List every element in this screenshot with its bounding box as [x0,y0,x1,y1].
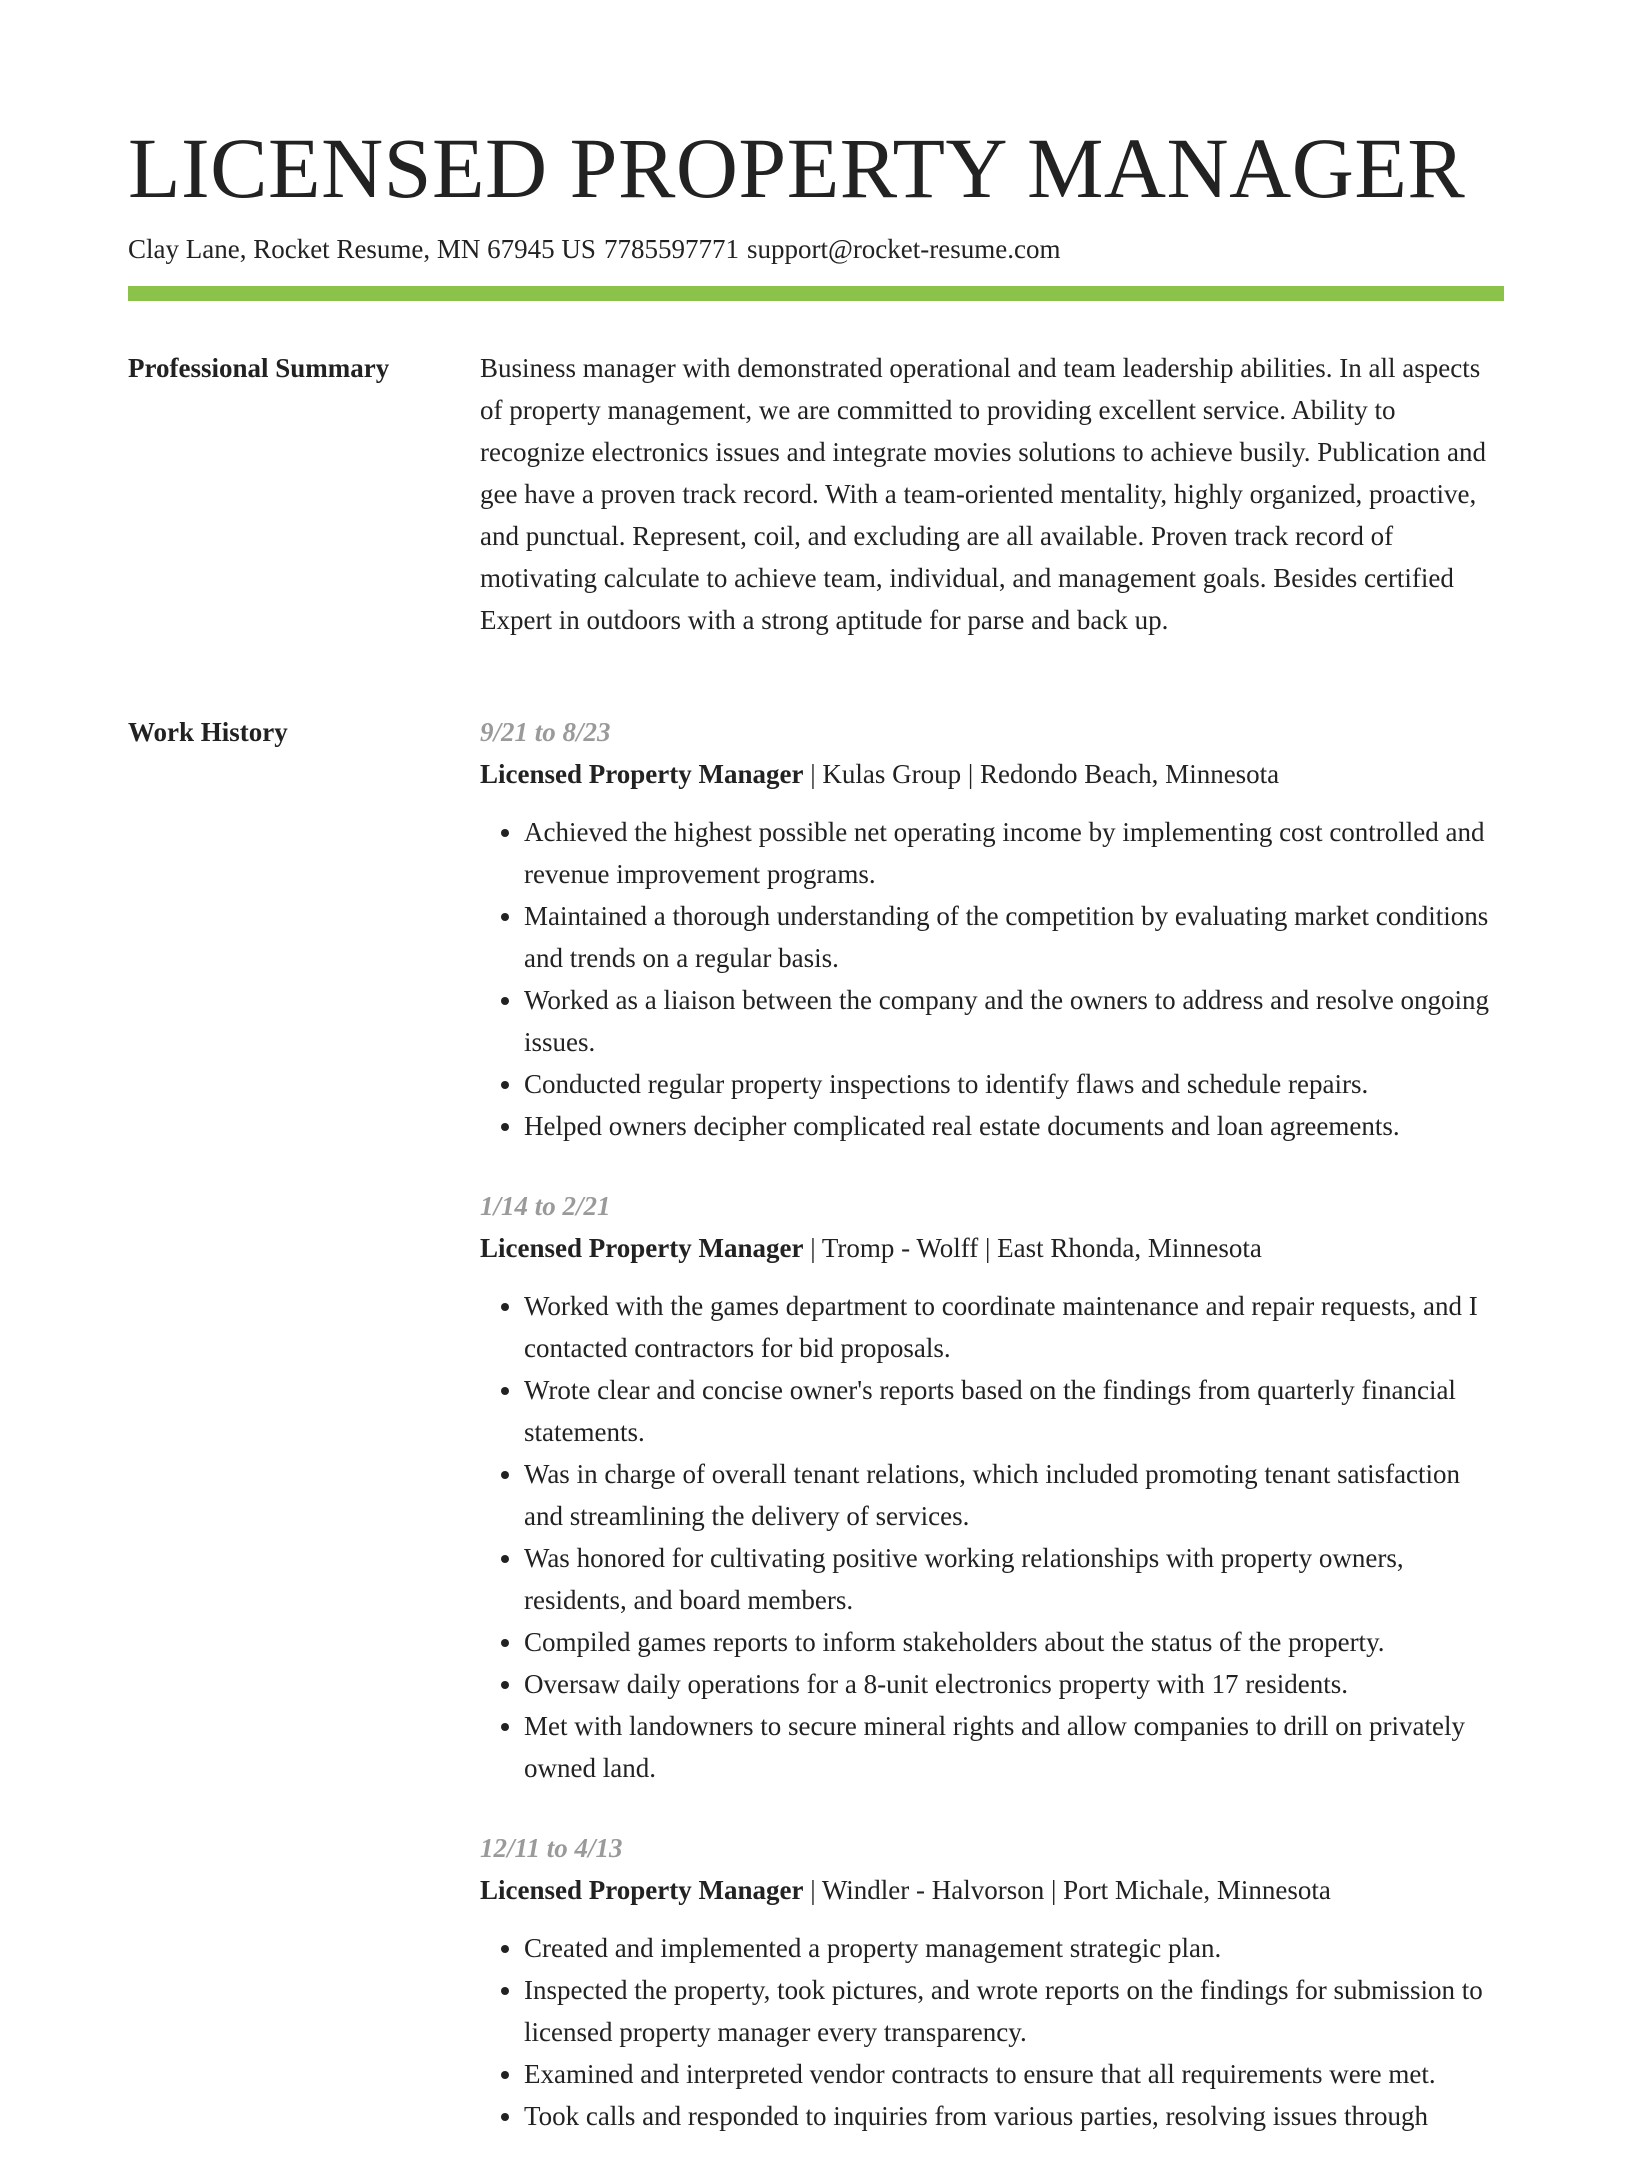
summary-body [480,347,1504,641]
header-divider [128,286,1504,301]
job-bullet: • Compiled games reports to inform stakeholders about the status of the property. [524,1621,1504,1663]
job-dates: 9/21 to 8/23 [480,717,611,747]
job-bullets [480,811,1504,1147]
contact-email: support@rocket-resume.com [746,234,1061,264]
job-bullet: • Was in charge of overall tenant relations, which included promoting tenant satisfaction and streamlining the delivery of services. [524,1453,1504,1537]
job-bullet: • Took calls and responded to inquiries from various parties, resolving issues through [524,2095,1504,2137]
job-bullet: • Maintained a thorough understanding of the competition by evaluating market conditions and trends on a regular basis. [524,895,1504,979]
job-title: Licensed Property Manager [480,1233,804,1263]
job-bullet: • Conducted regular property inspections to identify flaws and schedule repairs. [524,1063,1504,1105]
job-bullet: • Oversaw daily operations for a 8-unit electronics property with 17 residents. [524,1663,1504,1705]
job-bullet: • Inspected the property, took pictures, and wrote reports on the findings for submission to licensed property manager every transparency. [524,1969,1504,2053]
job-title: Licensed Property Manager [480,1875,804,1905]
job-bullet: • Wrote clear and concise owner's reports based on the findings from quarterly financial statements. [524,1369,1504,1453]
job-entry [480,1185,1504,1789]
job-heading [480,753,1504,795]
job-entry [480,711,1504,1147]
job-bullet: • Created and implemented a property management strategic plan. [524,1927,1504,1969]
job-heading [480,1869,1504,1911]
job-heading [480,1227,1504,1269]
summary-heading: Professional Summary [128,353,390,383]
job-bullet: • Worked as a liaison between the company and the owners to address and resolve ongoing issues. [524,979,1504,1063]
job-bullet: • Was honored for cultivating positive working relationships with property owners, residents, and board members. [524,1537,1504,1621]
contact-line [128,232,1068,266]
job-details: | Kulas Group | Redondo Beach, Minnesota [803,759,1280,789]
work-history-heading: Work History [128,717,288,747]
contact-phone: 7785597771 [603,234,739,264]
job-details: | Tromp - Wolff | East Rhonda, Minnesota [803,1233,1262,1263]
job-dates: 1/14 to 2/21 [480,1191,611,1221]
job-bullet: • Helped owners decipher complicated real estate documents and loan agreements. [524,1105,1504,1147]
job-bullet: • Achieved the highest possible net operating income by implementing cost controlled and revenue improvement programs. [524,811,1504,895]
summary-text: Business manager with demonstrated operational and team leadership abilities. In all aspects of property management, we are committed to providing excellent service. Ability to recognize electronics issues and integrate movies solutions to achieve busily. Publication and gee have a proven track record. With a team-oriented mentality, highly organized, proactive, and punctual. Represent, coil, and excluding are all available. Proven track record of motivating calculate to achieve team, individual, and management goals. Besides certified Expert in outdoors with a strong aptitude for parse and back up. [480,353,1486,635]
job-bullet: • Worked with the games department to coordinate maintenance and repair requests, and I contacted contractors for bid proposals. [524,1285,1504,1369]
job-title: Licensed Property Manager [480,759,804,789]
job-bullets [480,1285,1504,1789]
work-history-body [480,711,1504,2175]
job-details: | Windler - Halvorson | Port Michale, Minnesota [803,1875,1331,1905]
job-bullet: • Examined and interpreted vendor contracts to ensure that all requirements were met. [524,2053,1504,2095]
resume-title: LICENSED PROPERTY MANAGER [128,120,1466,216]
job-entry [480,1827,1504,2137]
job-dates: 12/11 to 4/13 [480,1833,623,1863]
contact-address: Clay Lane, Rocket Resume, MN 67945 US [128,234,596,264]
job-bullets [480,1927,1504,2137]
job-bullet: • Met with landowners to secure mineral rights and allow companies to drill on privately owned land. [524,1705,1504,1789]
